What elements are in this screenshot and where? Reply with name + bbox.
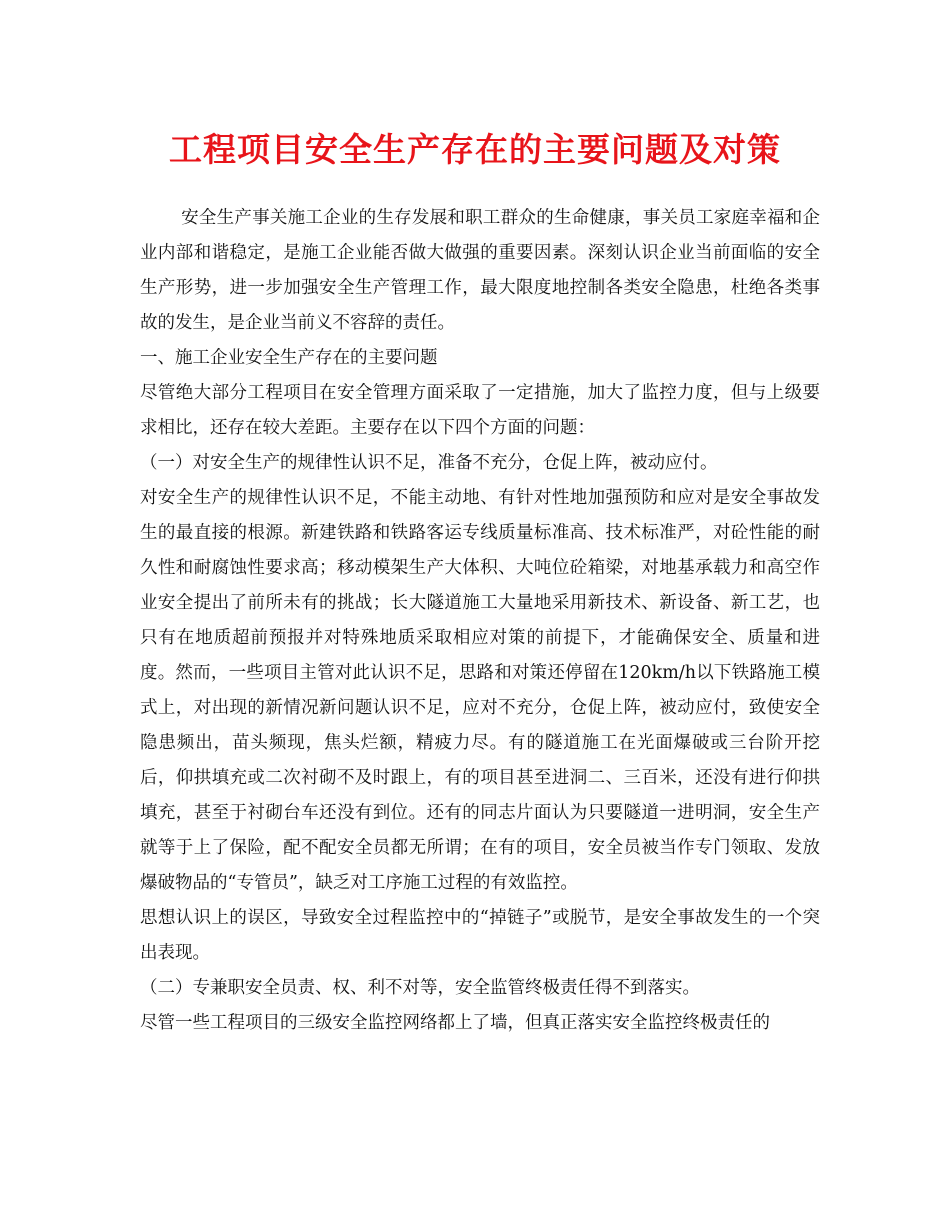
body-paragraph: 尽管一些工程项目的三级安全监控网络都上了墙，但真正落实安全监控终极责任的: [140, 1013, 770, 1033]
section-heading-1: 一、施工企业安全生产存在的主要问题: [140, 348, 438, 368]
intro-paragraph: 安全生产事关施工企业的生存发展和职工群众的生命健康，事关员工家庭幸福和企业内部和谐稳定，是施工企业能否做大做强的重要因素。深刻认识企业当前面临的安全生产形势，进一步加强安全生产管理工作，最大限度地控制各类安全隐患，杜绝各类事故的发生，是企业当前义不容辞的责任。: [140, 208, 820, 333]
subsection-heading-2: （二）专兼职安全员责、权、利不对等，安全监管终极责任得不到落实。: [140, 978, 700, 998]
body-paragraph: 对安全生产的规律性认识不足，不能主动地、有针对性地加强预防和应对是安全事故发生的最直接的根源。新建铁路和铁路客运专线质量标准高、技术标准严，对砼性能的耐久性和耐腐蚀性要求高；移动模架生产大体积、大吨位砼箱梁，对地基承载力和高空作业安全提出了前所未有的挑战；长大隧道施工大量地采用新技术、新设备、新工艺，也只有在地质超前预报并对特殊地质采取相应对策的前提下，才能确保安全、质量和进度。然而，一些项目主管对此认识不足，思路和对策还停留在120km/h以下铁路施工模式上，对出现的新情况新问题认识不足，应对不充分，仓促上阵，被动应付，致使安全隐患频出，苗头频现，焦头烂额，精疲力尽。有的隧道施工在光面爆破或三台阶开挖后，仰拱填充或二次衬砌不及时跟上，有的项目甚至进洞二、三百米，还没有进行仰拱填充，甚至于衬砌台车还没有到位。还有的同志片面认为只要隧道一进明洞，安全生产就等于上了保险，配不配安全员都无所谓；在有的项目，安全员被当作专门领取、发放爆破物品的“专管员”，缺乏对工序施工过程的有效监控。: [140, 488, 820, 893]
document-body: [140, 201, 820, 1041]
subsection-heading-1: （一）对安全生产的规律性认识不足，准备不充分，仓促上阵，被动应付。: [140, 453, 718, 473]
section-paragraph: 尽管绝大部分工程项目在安全管理方面采取了一定措施，加大了监控力度，但与上级要求相比，还存在较大差距。主要存在以下四个方面的问题：: [140, 383, 820, 438]
document-title: 工程项目安全生产存在的主要问题及对策: [169, 130, 781, 169]
body-paragraph: 思想认识上的误区，导致安全过程监控中的“掉链子”或脱节，是安全事故发生的一个突出表现。: [140, 908, 820, 963]
